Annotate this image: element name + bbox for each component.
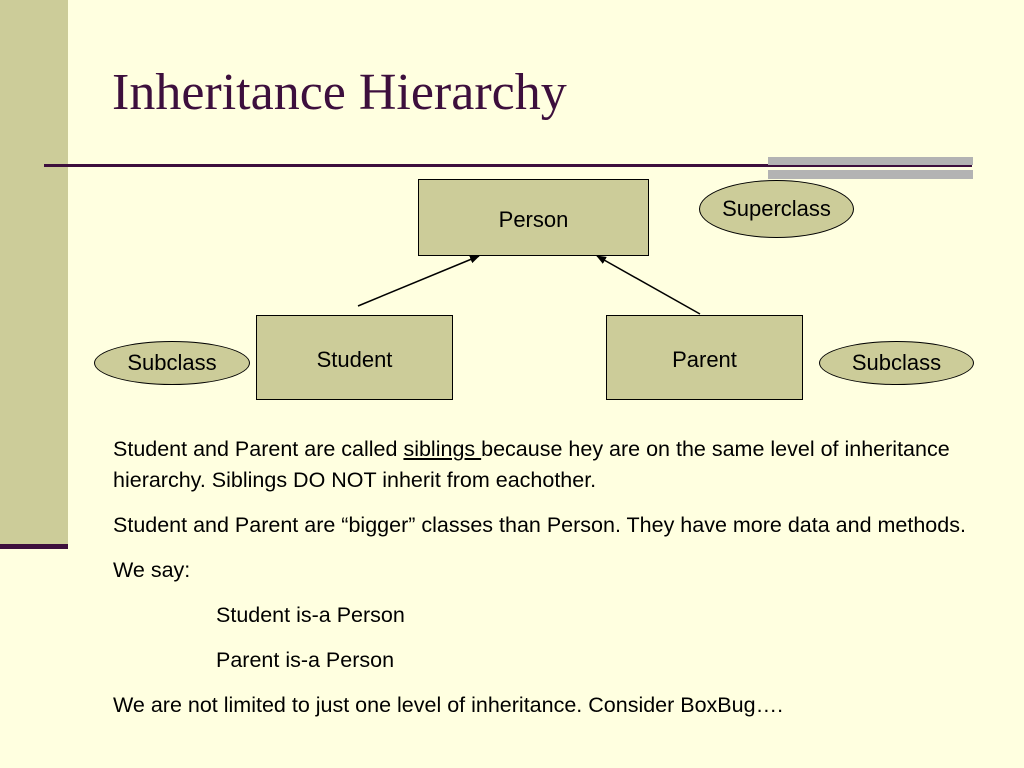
we-say-paragraph: We say: bbox=[113, 558, 191, 582]
siblings-text-after: because hey are on the same level of inheritance hierarchy. Siblings DO NOT inherit from eachother. bbox=[113, 437, 950, 492]
parent-is-a-paragraph: Parent is-a Person bbox=[216, 648, 395, 672]
student-class-label: Student bbox=[316, 347, 393, 372]
side-accent-rule bbox=[0, 544, 68, 549]
student-class-box bbox=[256, 315, 453, 400]
subclass-callout-right-label: Subclass bbox=[851, 350, 942, 375]
siblings-paragraph bbox=[113, 434, 993, 496]
side-accent-band bbox=[0, 0, 68, 545]
person-class-label: Person bbox=[498, 207, 569, 232]
bigger-classes-paragraph: Student and Parent are “bigger” classes than Person. They have more data and methods. bbox=[113, 513, 966, 537]
superclass-callout bbox=[699, 180, 854, 238]
corner-bar-bottom bbox=[768, 170, 973, 179]
slide-body-text bbox=[113, 434, 993, 735]
corner-bar-top bbox=[768, 157, 973, 165]
superclass-callout-label: Superclass bbox=[722, 196, 831, 221]
boxbug-paragraph: We are not limited to just one level of inheritance. Consider BoxBug…. bbox=[113, 693, 784, 717]
subclass-callout-left bbox=[94, 341, 250, 385]
subclass-callout-left-label: Subclass bbox=[127, 350, 217, 375]
subclass-callout-right bbox=[819, 341, 974, 385]
slide-title: Inheritance Hierarchy bbox=[112, 64, 567, 121]
arrow-student-to-person bbox=[358, 256, 479, 306]
parent-class-box bbox=[606, 315, 803, 400]
parent-class-label: Parent bbox=[672, 347, 737, 372]
arrow-parent-to-person bbox=[597, 256, 700, 314]
siblings-term: siblings bbox=[403, 437, 482, 461]
siblings-text-before: Student and Parent are called bbox=[113, 437, 404, 461]
person-class-box bbox=[418, 179, 649, 256]
student-is-a-paragraph: Student is-a Person bbox=[216, 603, 405, 627]
